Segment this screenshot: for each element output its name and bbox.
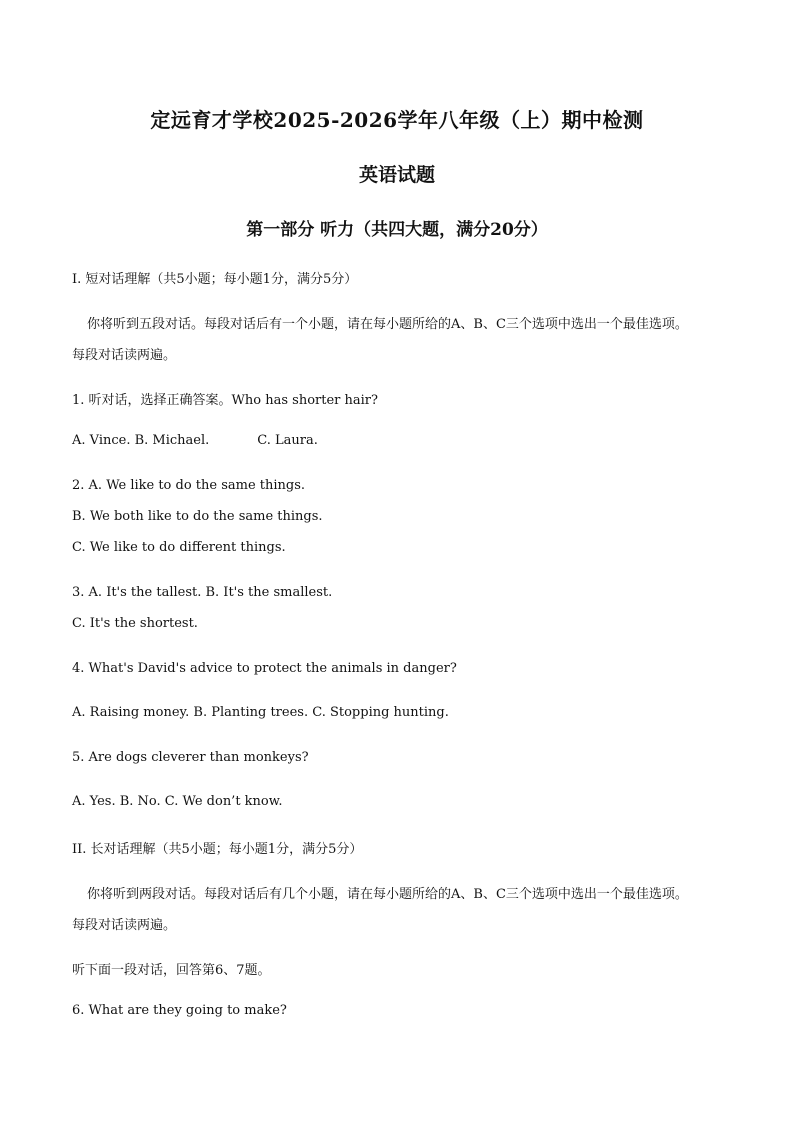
question-1-stem: 1. 听对话，选择正确答案。Who has shorter hair?	[72, 393, 378, 408]
question-2-option-c: C. We like to do different things.	[72, 540, 286, 555]
section1-instruction-line1: 你将听到五段对话。每段对话后有一个小题，请在每小题所给的A、B、C三个选项中选出一个最佳选项。	[87, 317, 688, 332]
question-3-option-c: C. It's the shortest.	[72, 616, 198, 631]
section2-instruction-line2: 每段对话读两遍。	[72, 918, 177, 933]
subject-title: 英语试题	[358, 164, 435, 186]
question-4-stem: 4. What's David's advice to protect the animals in danger?	[72, 661, 457, 676]
section1-instruction-line2: 每段对话读两遍。	[72, 348, 177, 363]
question-3-options-ab: 3. A. It's the tallest. B. It's the smallest.	[72, 585, 333, 600]
question-1-options	[72, 433, 318, 448]
question-5-stem: 5. Are dogs cleverer than monkeys?	[72, 750, 309, 765]
part-title: 第一部分 听力（共四大题，满分20分）	[246, 220, 548, 240]
exam-title: 定远育才学校2025-2026学年八年级（上）期中检测	[150, 108, 644, 132]
question-2-option-a: 2. A. We like to do the same things.	[72, 478, 306, 493]
question-1-option-c: C. Laura.	[257, 433, 318, 448]
question-4-options: A. Raising money. B. Planting trees. C. Stopping hunting.	[72, 705, 449, 720]
section2-heading: II. 长对话理解（共5小题；每小题1分，满分5分）	[72, 842, 363, 857]
question-2-option-b: B. We both like to do the same things.	[72, 509, 323, 524]
section2-instruction-line1: 你将听到两段对话。每段对话后有几个小题，请在每小题所给的A、B、C三个选项中选出一个最佳选项。	[87, 887, 688, 902]
section1-heading: I. 短对话理解（共5小题；每小题1分，满分5分）	[72, 272, 358, 287]
section2-sub-instruction: 听下面一段对话，回答第6、7题。	[72, 963, 271, 978]
question-6-stem: 6. What are they going to make?	[72, 1003, 287, 1018]
question-1-options-ab: A. Vince. B. Michael.	[72, 433, 210, 448]
question-5-options: A. Yes. B. No. C. We don’t know.	[72, 794, 283, 809]
